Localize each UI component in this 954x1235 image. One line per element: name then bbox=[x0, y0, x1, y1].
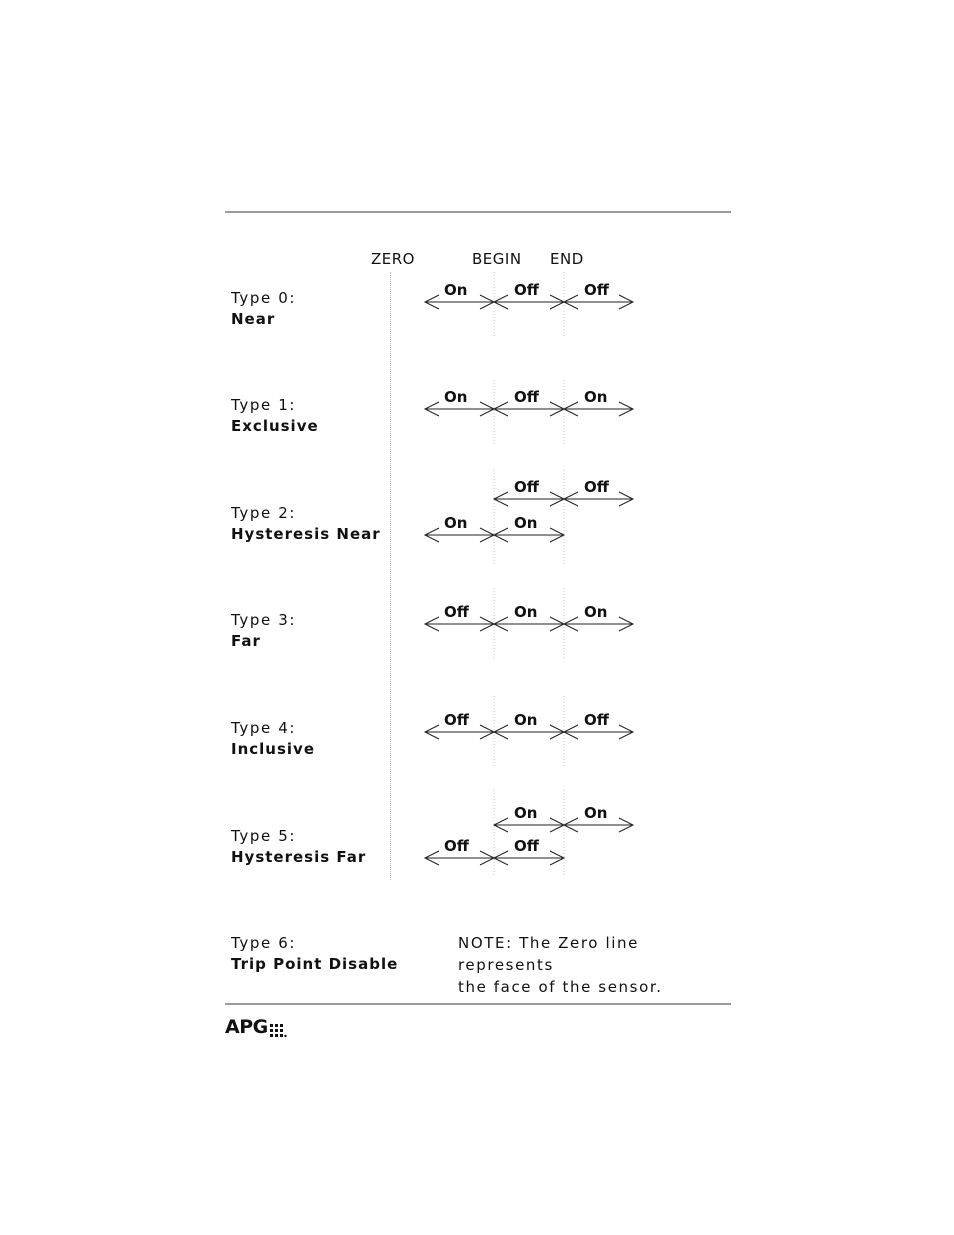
segment-label-type-1-row-0-seg-0: On bbox=[444, 388, 468, 406]
segment-label-type-3-row-0-seg-0: Off bbox=[444, 603, 469, 621]
segment-label-type-5-row-0-seg-1: On bbox=[514, 804, 538, 822]
note-line-2: the face of the sensor. bbox=[458, 978, 663, 996]
type-3-name: Far bbox=[231, 632, 261, 650]
segment-label-type-3-row-0-seg-2: On bbox=[584, 603, 608, 621]
type-4-name: Inclusive bbox=[231, 740, 315, 758]
type-5-number: Type 5: bbox=[231, 827, 297, 845]
type-6-number: Type 6: bbox=[231, 934, 297, 952]
header-begin: BEGIN bbox=[472, 250, 522, 268]
type-1-number: Type 1: bbox=[231, 396, 297, 414]
type-4-number: Type 4: bbox=[231, 719, 297, 737]
type-1-name: Exclusive bbox=[231, 417, 319, 435]
segment-label-type-4-row-0-seg-2: Off bbox=[584, 711, 609, 729]
segment-label-type-1-row-0-seg-2: On bbox=[584, 388, 608, 406]
type-5-name: Hysteresis Far bbox=[231, 848, 367, 866]
bottom-divider bbox=[225, 1003, 731, 1005]
segment-label-type-5-row-0-seg-2: On bbox=[584, 804, 608, 822]
header-end: END bbox=[550, 250, 584, 268]
segment-label-type-0-row-0-seg-2: Off bbox=[584, 281, 609, 299]
type-2-number: Type 2: bbox=[231, 504, 297, 522]
apg-logo bbox=[225, 1016, 288, 1038]
segment-label-type-4-row-0-seg-1: On bbox=[514, 711, 538, 729]
segment-label-type-2-row-1-seg-0: On bbox=[444, 514, 468, 532]
segment-label-type-4-row-0-seg-0: Off bbox=[444, 711, 469, 729]
type-6-name: Trip Point Disable bbox=[231, 955, 399, 973]
segment-label-type-3-row-0-seg-1: On bbox=[514, 603, 538, 621]
type-2-name: Hysteresis Near bbox=[231, 525, 381, 543]
type-0-name: Near bbox=[231, 310, 276, 328]
segment-label-type-2-row-0-seg-1: Off bbox=[514, 478, 539, 496]
segment-label-type-1-row-0-seg-1: Off bbox=[514, 388, 539, 406]
segment-label-type-2-row-1-seg-1: On bbox=[514, 514, 538, 532]
note bbox=[458, 932, 733, 998]
header-zero: ZERO bbox=[371, 250, 415, 268]
segment-label-type-0-row-0-seg-0: On bbox=[444, 281, 468, 299]
type-3-number: Type 3: bbox=[231, 611, 297, 629]
logo-text: APG bbox=[225, 1016, 268, 1038]
segment-label-type-0-row-0-seg-1: Off bbox=[514, 281, 539, 299]
segment-label-type-2-row-0-seg-2: Off bbox=[584, 478, 609, 496]
note-line-1: NOTE: The Zero line represents bbox=[458, 934, 639, 974]
segment-label-type-5-row-1-seg-0: Off bbox=[444, 837, 469, 855]
logo-mark-icon bbox=[270, 1022, 288, 1038]
segment-label-type-5-row-1-seg-1: Off bbox=[514, 837, 539, 855]
type-0-number: Type 0: bbox=[231, 289, 297, 307]
